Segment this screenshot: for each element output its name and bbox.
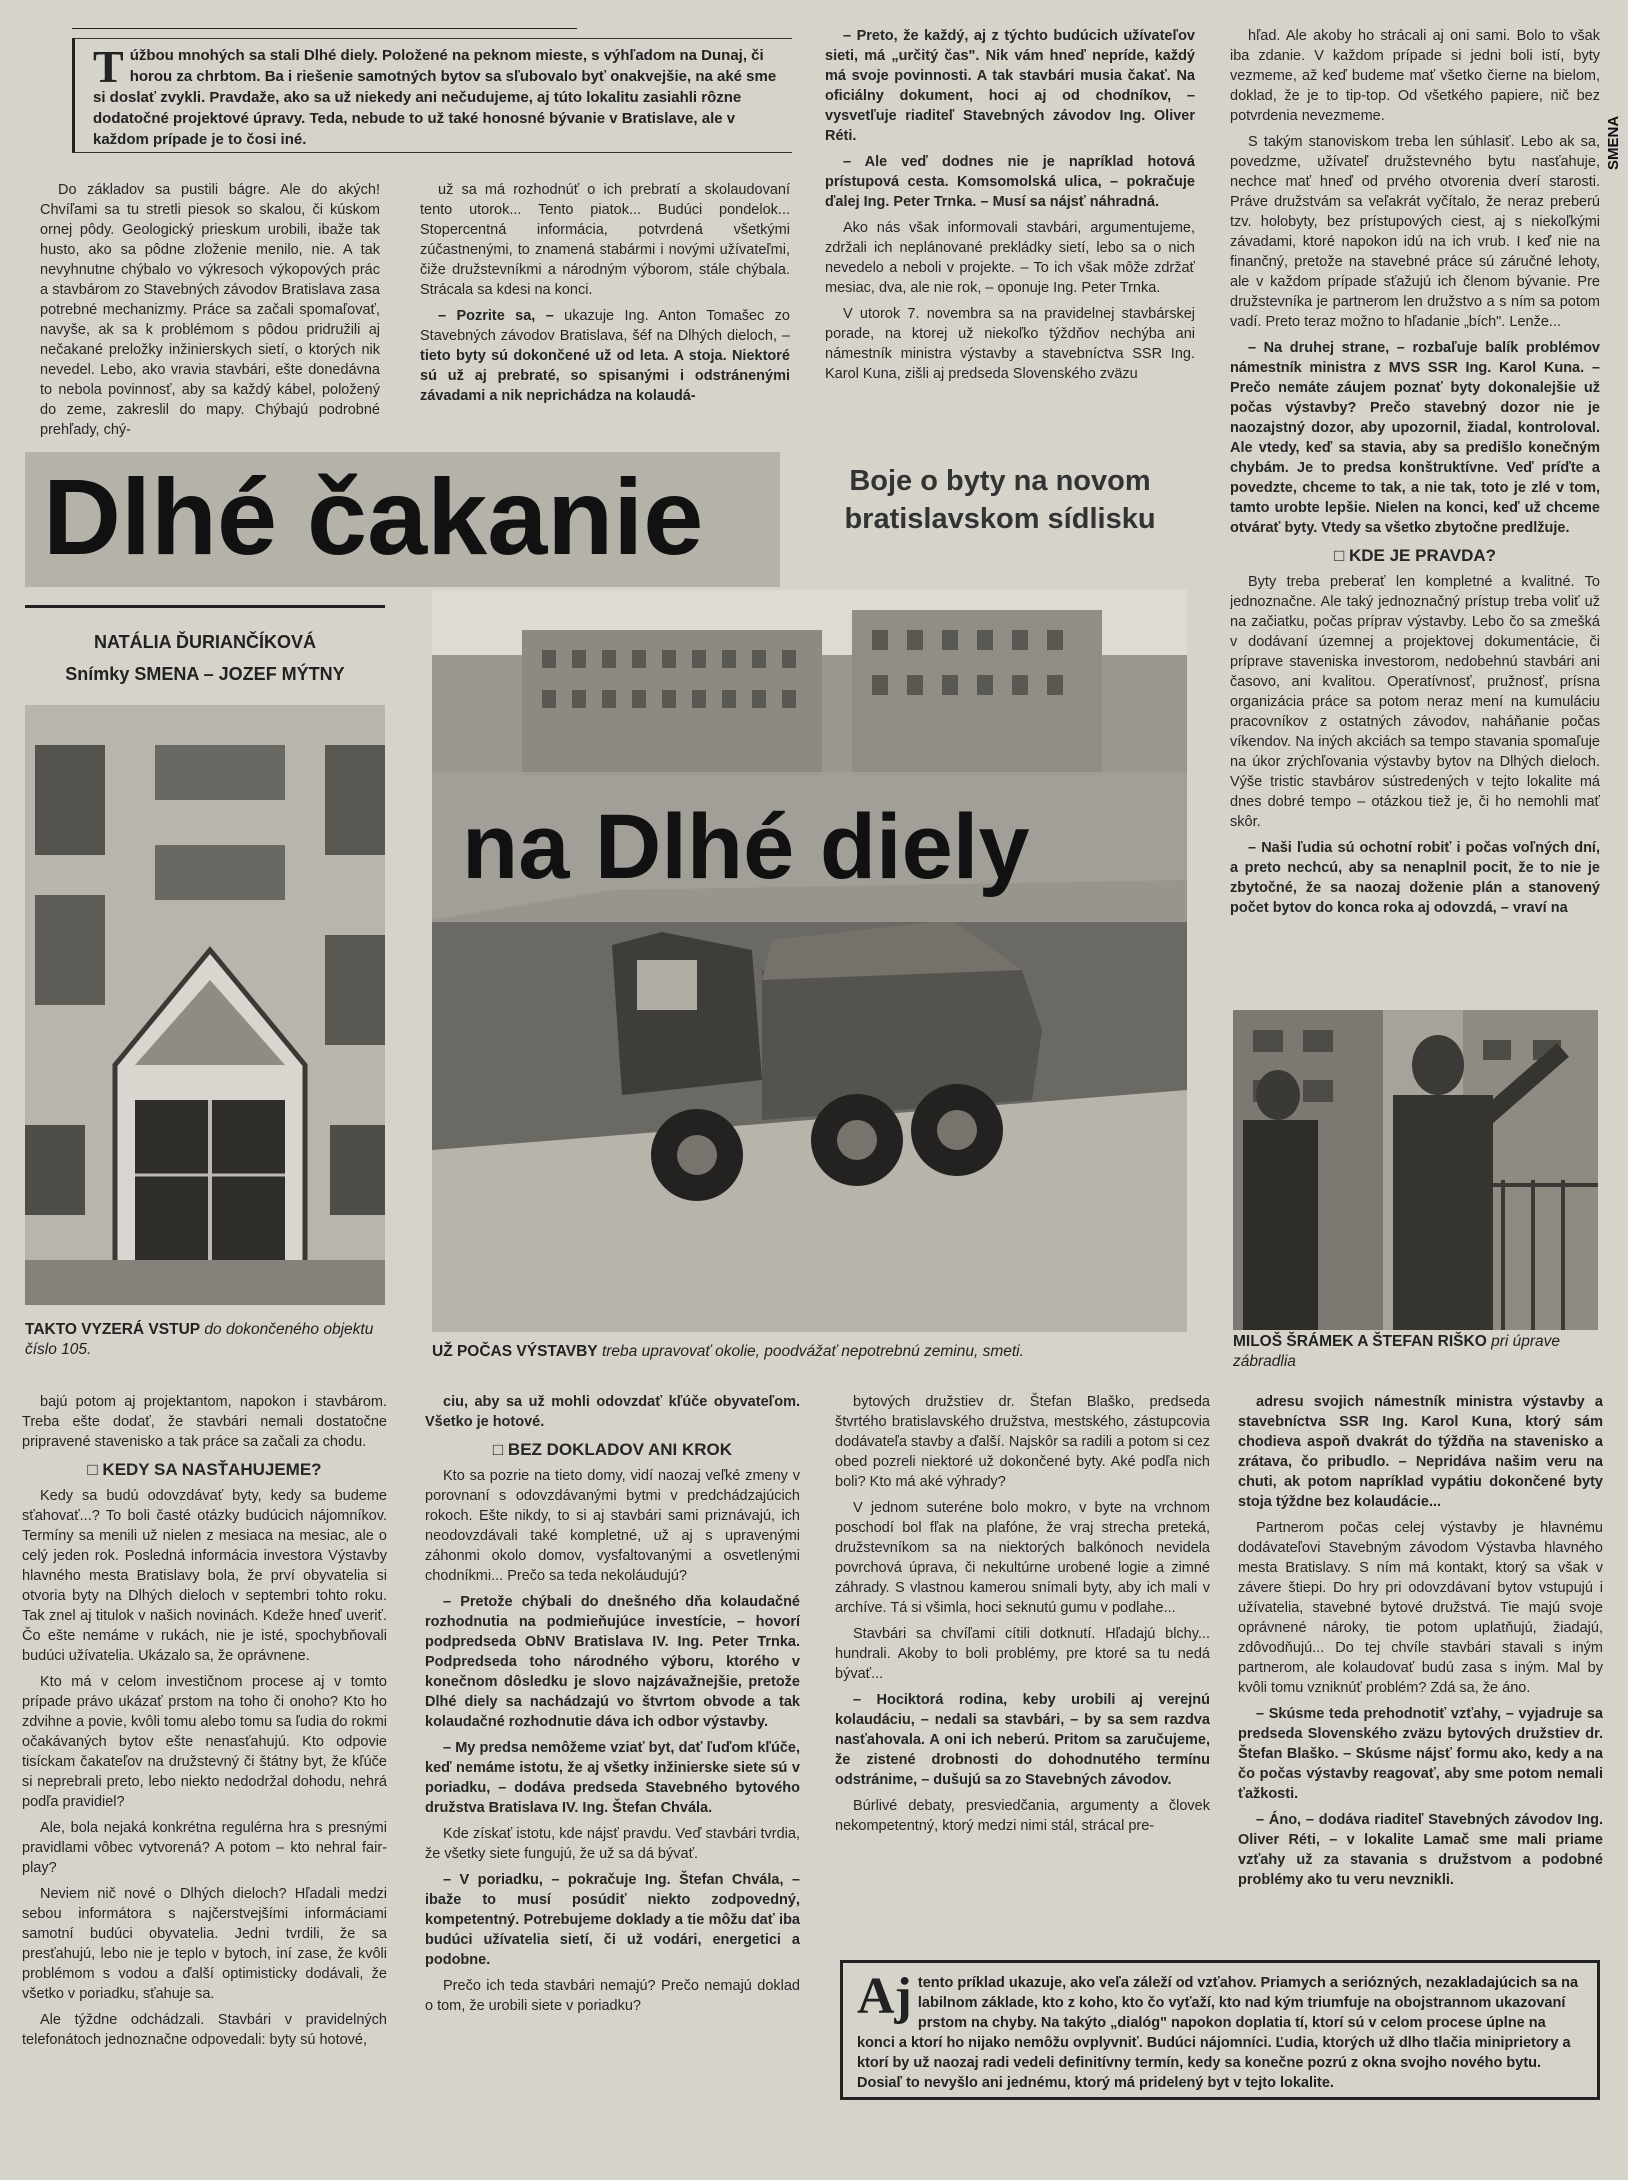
edge-tab: SMENA	[1605, 115, 1622, 170]
caption-lead: MILOŠ ŠRÁMEK A ŠTEFAN RIŠKO	[1233, 1333, 1487, 1350]
paragraph: Kto sa pozrie na tieto domy, vidí naozaj veľké zmeny v porovnaní s odovzdávanými bytmi v predchádzajúcich rokoch. Ešte nikdy, to si aj stavbári sami priznávajú, ich neodovzdávali také kompletné, už aj s upravenými záhonmi okolo domov, vysfaltovanými a osvetlenými chodníkmi... Prečo sa teda nekoláudujú?	[425, 1468, 800, 1584]
paragraph: Byty treba preberať len kompletné a kvalitné. To jednoznačne. Ale taký jednoznačný prístup treba voliť už na začiatku, počas príprav výstavby. Lebo čo sa zmešká v dodávaní územnej a projektovej dokumentácie, či príprave staveniska investorom, nedobehnú stavbári ani časovo, ani kvalitou. Operatívnosť, pružnosť, prísna organizácia práce sa potom neraz mení na kumuláciu pracovníkov z ostatných závodov, naháňanie počas víkendov. Na iných akciách sa tempo stavania spomaľuje na úkor zrýchľovania výstavby bytov na Dlhých dieloch. Výše tristic stavbárov sústredených v tejto lokalite má dnes dobré tempo – otázkou tiež je, či ho nemohli mať skôr.	[1230, 574, 1600, 830]
caption-truck	[432, 1342, 1192, 1366]
caption-lead: TAKTO VYZERÁ VSTUP	[25, 1321, 201, 1338]
photo-credit: Snímky SMENA – JOZEF MÝTNY	[65, 664, 345, 684]
paragraph: bytových družstiev dr. Štefan Blaško, predseda štvrtého bratislavského družstva, mestského, zástupcovia dodávateľa stavby a ďalší. Najskôr sa radili a potom si cez obed pozreli niektoré už dokončené byty. Aké podľa nich boli? Kto má aké výhrady?	[835, 1394, 1210, 1490]
paragraph: Stavbári sa chvíľami cítili dotknutí. Hľadajú blchy... hundrali. Akoby to boli problémy, pre ktoré sa tu nedá bývať...	[835, 1626, 1210, 1682]
photo-truck-construction	[432, 590, 1187, 1332]
paragraph: Ale týždne odchádzali. Stavbári v pravidelných telefonátoch jednoznačne odpovedali: byty sú hotové,	[22, 2012, 387, 2048]
paragraph: Neviem nič nové o Dlhých dieloch? Hľadali medzi sebou informátora s najčerstvejšími informáciami samotní budúci obyvatelia. Jedni tvrdili, že sa presťahujú, lebo nie je teplo v bytoch, iní zase, že kvôli problémom s vodou a ďalší optimisticky dodávali, že všetko v poriadku, sťahuje sa.	[22, 1886, 387, 2002]
paragraph: S takým stanoviskom treba len súhlasiť. Lebo ak sa, povedzme, užívateľ družstevného bytu nasťahuje, nechce mať hneď od prvého otvorenia dverí starosti. Práve družstvám sa veľakrát vyčítalo, že neraz preberú tzv. holobyty, bez prístupových ciest, aj s niekoľkými závadami, ktoré napokon idú na ich vrub. I keď nie na finančný, pretože na stavebné práce sú záručné lehoty, ale v každom prípade sťažujú ich členom bývanie. Pre družstevníka je partnerom len družstvo a s ním sa potom vadí. Preto teraz možno to hľadanie „bích". Lenže...	[1230, 134, 1600, 330]
paragraph: – Pretože chýbali do dnešného dňa kolaudačné rozhodnutia na podmieňujúce investície, – hovorí podpredseda ObNV Bratislava IV. Ing. Peter Trnka. Podpredseda toho národného výboru, ktorého v konečnom dôsledku je slovo najzávažnejšie, pretože Dlhé diely sa nachádzajú vo štvrtom obvode a tak kolaudačné rozhodnutie dáva ich odbor výstavby.	[425, 1594, 800, 1730]
article-col-2-top	[420, 180, 790, 440]
paragraph: už sa má rozhodnúť o ich prebratí a skolaudovaní tento utorok... Tento piatok... Budúci pondelok... Stopercentná informácia, potvrdená všetkými zúčastnenými, to znamená stabármi i novými užívateľmi, čiže družstevníkmi a národným výborom, stále chýbala. Strácala sa kdesi na konci.	[420, 182, 790, 298]
intro-box	[72, 38, 792, 153]
paragraph-mid: ukazuje Ing. Anton Tomašec zo Stavebných závodov Bratislava, šéf na Dlhých dieloch, –	[420, 308, 790, 344]
caption-entrance	[25, 1320, 390, 1362]
closing-box	[840, 1960, 1600, 2100]
caption-text: pri úprave zábradlia	[1233, 1333, 1560, 1370]
paragraph: Prečo ich teda stavbári nemajú? Prečo nemajú doklad o tom, že urobili siete v poriadku?	[425, 1978, 800, 2014]
author-name: NATÁLIA ĎURIANČÍKOVÁ	[94, 632, 316, 652]
caption-lead: UŽ POČAS VÝSTAVBY	[432, 1343, 598, 1360]
paragraph	[420, 306, 790, 406]
article-col-1-top	[40, 180, 380, 440]
paragraph: – Hociktorá rodina, keby urobili aj verejnú kolaudáciu, – nedali sa stavbári, – by sa sem razdva nasťahovala. A oni ich neberú. Pritom sa zaručujeme, že zistené drobnosti do dohodnutého termínu odstránime, – dušujú sa zo Stavebných závodov.	[835, 1692, 1210, 1788]
byline	[25, 605, 385, 685]
paragraph: bajú potom aj projektantom, napokon i stavbárom. Treba ešte dodať, že stavbári nemali dostatočne pripravené stavenisko a tak práce sa začali za chodu.	[22, 1394, 387, 1450]
caption-text: do dokončeného objektu číslo 105.	[25, 1321, 374, 1358]
paragraph: – Ale veď dodnes nie je napríklad hotová prístupová cesta. Komsomolská ulica, – pokračuje ďalej Ing. Peter Trnka. – Musí sa nájsť náhradná.	[825, 154, 1195, 210]
paragraph: ciu, aby sa už mohli odovzdať kľúče obyvateľom. Všetko je hotové.	[425, 1394, 800, 1430]
photo-building-entrance	[25, 705, 385, 1305]
article-col-4-top	[1230, 26, 1600, 1006]
section-heading: □ KDE JE PRAVDA?	[1333, 546, 1497, 565]
paragraph: adresu svojich námestník ministra výstavby a stavebníctva SSR Ing. Karol Kuna, ktorý sám chodieva aspoň dvakrát do týždňa na stavenisko a zrátava, čo pribudlo. – Nepridáva našim veru na chuti, ak potom napríklad vypátiu dokončené byty stoja týždne bez kolaudácie...	[1238, 1394, 1603, 1510]
paragraph: – Áno, – dodáva riaditeľ Stavebných závodov Ing. Oliver Réti, – v lokalite Lamač sme mali priame vzťahy už za stavania s družstvom a podobné problémy ako tu veru nevznikli.	[1238, 1812, 1603, 1888]
headline-line-2: na Dlhé diely	[432, 772, 1187, 922]
paragraph: – My predsa nemôžeme vziať byt, dať ľuďom kľúče, keď nemáme istotu, že aj všetky inžinierske siete sú v poriadku, – dodáva predseda Stavebného bytového družstva Bratislava IV. Ing. Štefan Chvála.	[425, 1740, 800, 1816]
paragraph: Kde získať istotu, kde nájsť pravdu. Veď stavbári tvrdia, že všetky siete fungujú, že už sa dá bývať.	[425, 1826, 800, 1862]
paragraph: V utorok 7. novembra sa na pravidelnej stavbárskej porade, na ktorej už niekoľko týždňov nechýba ani námestník ministra výstavby a stavebníctva SSR Ing. Karol Kuna, zišli aj predseda Slovenského zväzu	[825, 306, 1195, 382]
paragraph: – Preto, že každý, aj z týchto budúcich užívateľov sieti, má „určitý čas". Nik vám hneď nepríde, každý má svoje povinnosti. A tak stavbári musia čakať. Na oficiálny dokument, hoci aj od chodníkov, – vysvetľuje riaditeľ Stavebných závodov Ing. Oliver Réti.	[825, 28, 1195, 144]
article-col-3-bottom	[835, 1392, 1210, 1942]
paragraph: – Skúsme teda prehodnotiť vzťahy, – vyjadruje sa predseda Slovenského zväzu bytových družstiev dr. Štefan Blaško. – Skúsme nájsť formu ako, kedy a na čo počas výstavby reagovať, aby sme potom nemali ťažkosti.	[1238, 1706, 1603, 1802]
paragraph: Partnerom počas celej výstavby je hlavnému dodávateľovi Stavebným závodom Výstavba hlavného mesta Bratislavy. S ním má kontakt, ktorý sa však v závere štiepi. Do hry pri odovzdávaní bytov vstupujú i užívatelia, stavebné bytové družstvá. Tie majú svoje oprávnené nároky, tie potom uplatňujú, žiadajú, zdôvodňujú... Do tej chvíle stavbári stavali s iným partnerom, ale kolaudovať budú zasa s iným. Mal by kvôli tomu vzniknúť problém? Zdá sa, že áno.	[1238, 1520, 1603, 1696]
paragraph: – Naši ľudia sú ochotní robiť i počas voľných dní, a preto nechcú, aby sa nenaplnil pocit, že to nie je zbytočné, že sa naozaj doženie plán a stanovený počet bytov do konca roka aj odovzdá, – vraví na	[1230, 840, 1600, 916]
headline-line-1: Dlhé čakanie	[25, 452, 780, 587]
article-col-4-bottom	[1238, 1392, 1603, 1942]
paragraph: – Na druhej strane, – rozbaľuje balík problémov námestník ministra z MVS SSR Ing. Karol Kuna. – Prečo nemáte záujem poznať byty dokonalejšie už počas výstavby? Prečo stavebný dozor nie je naozajstný dozor, aby upozornil, žiadal, kontroloval. Ale vtedy, keď sa stavia, aby sa predišlo konečným chybám. Je to predsa konštruktívne. Veď príďte a povedzte, chceme to tak, a nie tak, toto je zlé v tom, tamto urobte lepšie. Nielen na konci, keď už chceme otvárať byty. Vtedy sa všetko zbytočne predlžuje.	[1230, 340, 1600, 536]
intro-text: úžbou mnohých sa stali Dlhé diely. Položené na peknom mieste, s výhľadom na Dunaj, či horou za chrbtom. Ba i riešenie samotných bytov sa sľubovalo byť onakvejšie, na aké sme si doslať zvykli. Pravdaže, ako sa už niekedy ani nečudujeme, aj túto lokalitu zasiahli rôzne dodatočné projektové úpravy. Teda, nebude to už také honosné bývanie v Bratislave, ale v každom prípade je to čosi iné.	[93, 47, 777, 148]
paragraph-lead: – Pozrite sa, –	[438, 308, 554, 324]
caption-text: treba upravovať okolie, poodvážať nepotrebnú zeminu, smeti.	[597, 1343, 1024, 1360]
paragraph: V jednom suteréne bolo mokro, v byte na vrchnom poschodí bol fľak na plafóne, že vraj strecha preteká, družstevníkom sa na niektorých balkónoch nevidela povrchová úprava, či nekultúrne urobené logie a zimné záhrady. S vlastnou kamerou snímali byty, aby ich mali v archíve. Tá si všimla, hoci seknutú gumu v podlahe...	[835, 1500, 1210, 1616]
photo-workers	[1233, 1010, 1598, 1330]
caption-workers	[1233, 1332, 1598, 1374]
section-heading: □ BEZ DOKLADOV ANI KROK	[492, 1440, 733, 1459]
closing-dropcap: Aj	[857, 1968, 912, 2025]
paragraph: Kto má v celom investičnom procese aj v tomto prípade právo ukázať prstom na toho či onoho? Kto ho zdvihne a povie, kvôli tomu alebo tomu sa ľudia do rokmi očakávaných bytov ešte nenasťahujú. Kto odpovie tisíckam čakateľov na družstevný či štátny byt, že kľúče si neprebrali preto, lebo niekto nedodržal dohodu, nehrá podľa pravidiel?	[22, 1674, 387, 1810]
paragraph: Ale, bola nejaká konkrétna regulérna hra s presnými pravidlami vôbec vytvorená? A potom – kto nehral fair-play?	[22, 1820, 387, 1876]
intro-dropcap: T	[93, 41, 124, 92]
paragraph-bold: tieto byty sú dokončené už od leta. A stoja. Niektoré sú už aj prebraté, so spisanými i odstránenými závadami a nik neprichádza na kolaudá-	[420, 348, 790, 404]
paragraph: hľad. Ale akoby ho strácali aj oni sami. Bolo to však iba zdanie. V každom prípade si jedni boli istí, byty vezmeme, až keď budeme mať všetko čierne na bielom, doklad, že je to tip-top. Od všetkého papiere, nič bez potvrdenia nevezmeme.	[1230, 28, 1600, 124]
article-col-3-top	[825, 26, 1195, 444]
article-col-1-bottom	[22, 1392, 387, 2162]
paragraph: – V poriadku, – pokračuje Ing. Štefan Chvála, – ibaže to musí posúdiť niekto zodpovedný, kompetentný. Potrebujeme doklady a tie môžu dať iba budúci užívatelia sietí, či už vodári, energetici a podobne.	[425, 1872, 800, 1968]
article-col-2-bottom	[425, 1392, 800, 2162]
section-heading: □ KEDY SA NASŤAHUJEME?	[87, 1460, 322, 1479]
paragraph: Búrlivé debaty, presviedčania, argumenty a človek nekompetentný, ktorý medzi nimi stál, strácal pre-	[835, 1798, 1210, 1834]
paragraph: Do základov sa pustili bágre. Ale do akých! Chvíľami sa tu stretli piesok so skalou, či kúskom ornej pôdy. Geologický prieskum urobili, ibaže tak husto, ako sa pôdne zloženie menilo, nie. A tak nevyhnutne chýbalo vo výkresoch výkopových prác a stavbárom zo Stavebných závodov Bratislava zasa potrebné mechanizmy. Práce sa začali spomaľovať, navyše, ak sa k problémom s pôdou pridružili aj nečakané preložky inžinierskych sietí, o ktorých nik nevedel. Lebo, ako vravia stavbári, ešte donedávna to nebola povinnosť, aby sa každý kábel, položený do zeme, zakreslil do mapy. Chýbajú podrobné prehľady, chý-	[40, 182, 380, 438]
top-rule	[72, 28, 577, 29]
paragraph: Ako nás však informovali stavbári, argumentujeme, zdržali ich neplánované prekládky sietí, lebo sa o nich nevedelo a neboli v projekte. – To ich však môže zdržať mesiac, dva, ale nie rok, – oponuje Ing. Peter Trnka.	[825, 220, 1195, 296]
paragraph: Kedy sa budú odovzdávať byty, kedy sa budeme sťahovať...? To boli časté otázky budúcich nájomníkov. Termíny sa menili už nielen z mesiaca na mesiac, ale o celý jeden rok. Posledná informácia investora Výstavby hlavného mesta Bratislavy bola, že prví obyvatelia si otvoria byty na Dlhých dieloch v septembri tohto roku. Tak znel aj titulok v našich novinách. Kdeže hneď uveriť. Čo ešte nemáme v rukách, nie je isté, spochybňovali budúci užívatelia. Ukázalo sa, že oprávnene.	[22, 1488, 387, 1664]
closing-text: tento príklad ukazuje, ako veľa záleží od vzťahov. Priamych a seriózných, nezakladajúcich sa na labilnom základe, kto z koho, kto čo vyťaží, kto nad kým triumfuje na obojstrannom ukazovaní prstom na chyby. Na takýto „dialóg" napokon doplatia tí, ktorí sú v celom procese úplne na konci a ktorí ho nijako nemôžu ovplyvniť. Budúci nájomníci. Ľudia, ktorých už dlho tlačia miniprietory a ktorí by už naozaj radi vedeli definitívny termín, kedy sa konečne pozrú z okna svojho nového bytu. Dosiaľ to nevyšlo ani jednému, ktorý má pridelený byt v tejto lokalite.	[857, 1975, 1579, 2091]
headline-subtitle: Boje o byty na novom bratislavskom sídlisku	[844, 465, 1156, 535]
